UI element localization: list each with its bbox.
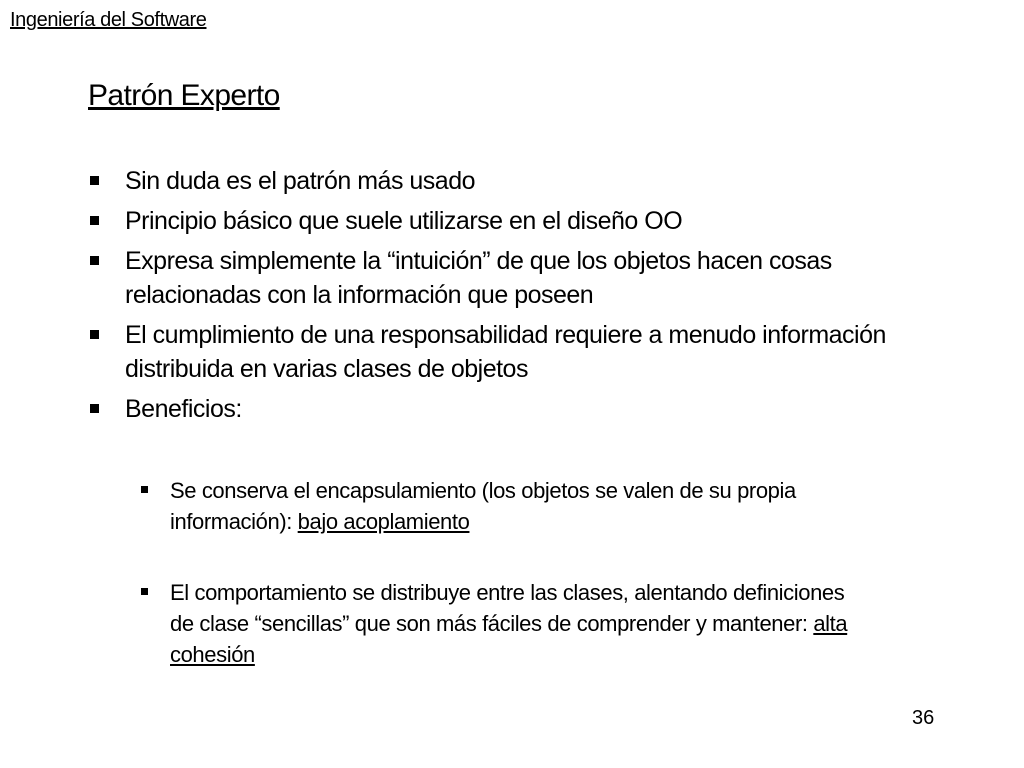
bullet-list (88, 164, 918, 432)
square-bullet-icon (90, 256, 99, 265)
benefit-highlight: alta cohesión (170, 611, 848, 667)
bullet-item (88, 164, 918, 198)
bullet-text: Principio básico que suele utilizarse en el diseño OO (125, 207, 683, 235)
bullet-text: Expresa simplemente la “intuición” de que los objetos hacen cosas relacionadas con la información que poseen (125, 247, 832, 309)
slide-title: Patrón Experto (88, 79, 280, 112)
course-header: Ingeniería del Software (10, 9, 207, 31)
square-bullet-icon (90, 216, 99, 225)
small-square-bullet-icon (141, 588, 148, 595)
benefit-list (140, 475, 860, 537)
benefit-highlight: bajo acoplamiento (297, 509, 470, 534)
benefit-item (140, 475, 860, 537)
bullet-item (88, 244, 918, 312)
benefit-text: Se conserva el encapsulamiento (los objetos se valen de su propia información): (170, 478, 796, 534)
bullet-item (88, 392, 918, 426)
bullet-text: El cumplimiento de una responsabilidad requiere a menudo información distribuida en varias clases de objetos (125, 321, 886, 383)
bullet-text: Beneficios: (125, 395, 242, 423)
benefit-list (140, 577, 860, 670)
square-bullet-icon (90, 330, 99, 339)
page-number: 36 (912, 707, 935, 729)
benefit-text: El comportamiento se distribuye entre las clases, alentando definiciones de clase “sencillas” que son más fáciles de comprender y mantener: (170, 580, 845, 636)
small-square-bullet-icon (141, 486, 148, 493)
benefit-item (140, 577, 860, 670)
bullet-item (88, 204, 918, 238)
bullet-item (88, 318, 918, 386)
square-bullet-icon (90, 176, 99, 185)
bullet-text: Sin duda es el patrón más usado (125, 167, 476, 195)
square-bullet-icon (90, 404, 99, 413)
